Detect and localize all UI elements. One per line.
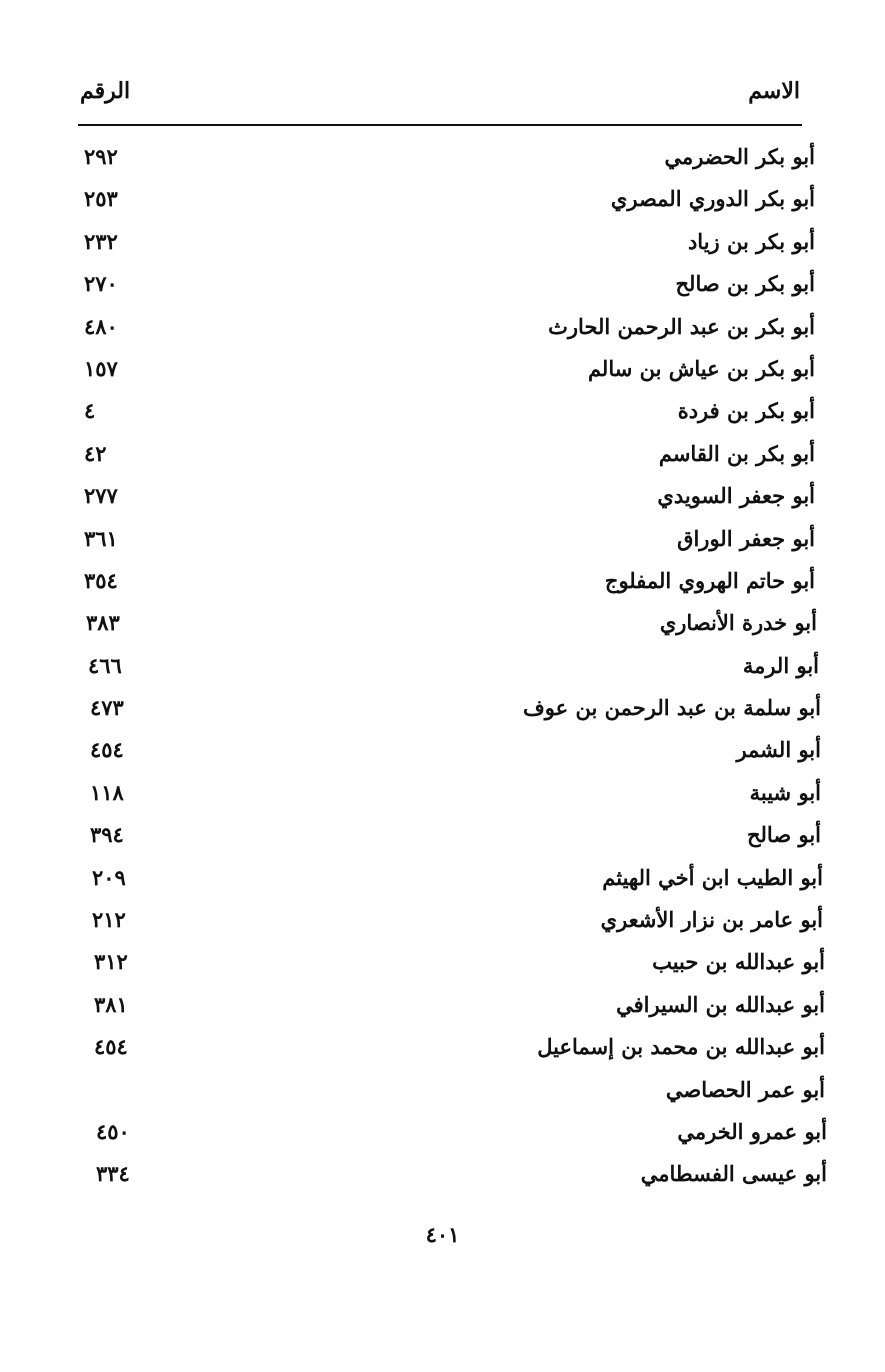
entry-number: ٢٥٣ bbox=[84, 186, 118, 212]
entry-name: أبو بكر بن عبد الرحمن الحارث bbox=[548, 313, 815, 339]
entry-name: أبو بكر بن فردة bbox=[677, 398, 815, 424]
index-list bbox=[80, 138, 827, 1198]
list-item bbox=[80, 774, 821, 816]
entry-name: أبو الرمة bbox=[742, 652, 819, 678]
list-item bbox=[80, 308, 815, 350]
entry-name: أبو بكر بن عياش بن سالم bbox=[587, 355, 815, 381]
list-item bbox=[80, 689, 821, 731]
name-column-header: الاسم bbox=[748, 78, 800, 104]
entry-number: ٤٧٣ bbox=[90, 695, 124, 721]
entry-name: أبو عامر بن نزار الأشعري bbox=[600, 907, 823, 933]
entry-number: ٢٠٩ bbox=[92, 864, 126, 890]
list-item bbox=[80, 943, 825, 985]
number-column-header: الرقم bbox=[80, 78, 131, 104]
page-number: ٤٠١ bbox=[425, 1222, 460, 1247]
list-item bbox=[80, 901, 823, 943]
entry-number: ٢٣٢ bbox=[84, 228, 118, 254]
entry-number: ١١٨ bbox=[90, 779, 124, 805]
entry-name: أبو عيسى الفسطامي bbox=[640, 1161, 827, 1187]
entry-number: ١٥٧ bbox=[84, 355, 118, 381]
entry-name: أبو بكر بن زياد bbox=[687, 228, 815, 254]
entry-name: أبو بكر الدوري المصري bbox=[610, 186, 815, 212]
list-item bbox=[80, 520, 815, 562]
list-item bbox=[80, 265, 815, 307]
list-item bbox=[80, 562, 815, 604]
list-item bbox=[80, 435, 815, 477]
entry-number: ٤ bbox=[84, 398, 96, 424]
entry-number: ٤٦٦ bbox=[88, 652, 122, 678]
list-item bbox=[80, 731, 821, 773]
entry-name: أبو سلمة بن عبد الرحمن بن عوف bbox=[523, 695, 821, 721]
entry-name: أبو بكر بن القاسم bbox=[658, 440, 815, 466]
list-item bbox=[80, 1028, 825, 1070]
entry-number: ٤٨٠ bbox=[84, 313, 118, 339]
entry-number: ٣٣٤ bbox=[96, 1161, 130, 1187]
list-item bbox=[80, 180, 815, 222]
entry-name: أبو عبدالله بن محمد بن إسماعيل bbox=[537, 1034, 825, 1060]
list-item bbox=[80, 1071, 825, 1113]
entry-number: ٤٥٤ bbox=[90, 737, 124, 763]
list-item bbox=[80, 647, 819, 689]
entry-number: ٣٥٤ bbox=[84, 567, 118, 593]
entry-name: أبو الطيب ابن أخي الهيثم bbox=[602, 864, 823, 890]
list-item bbox=[80, 986, 825, 1028]
list-item bbox=[80, 138, 815, 180]
entry-name: أبو حاتم الهروي المفلوج bbox=[604, 567, 815, 593]
entry-number: ٤٢ bbox=[84, 440, 107, 466]
entry-name: أبو جعفر السويدي bbox=[657, 483, 815, 509]
list-item bbox=[80, 350, 815, 392]
list-item bbox=[80, 816, 821, 858]
entry-number: ٤٥٠ bbox=[96, 1118, 130, 1144]
entry-name: أبو عمر الحصاصي bbox=[665, 1076, 825, 1102]
entry-name: أبو الشمر bbox=[736, 737, 821, 763]
entry-name: أبو بكر بن صالح bbox=[675, 271, 815, 297]
list-item bbox=[80, 1113, 827, 1155]
list-item bbox=[80, 392, 815, 434]
entry-name: أبو عبدالله بن السيرافي bbox=[616, 991, 825, 1017]
entry-name: أبو بكر الحضرمي bbox=[664, 144, 815, 169]
entry-name: أبو عمرو الخرمي bbox=[677, 1118, 827, 1144]
entry-number: ٣٦١ bbox=[84, 525, 118, 551]
list-item bbox=[80, 604, 815, 646]
table-header bbox=[80, 78, 800, 114]
list-item bbox=[80, 859, 823, 901]
header-divider bbox=[78, 124, 802, 126]
entry-name: أبو عبدالله بن حبيب bbox=[652, 949, 825, 975]
entry-number: ٣٩٤ bbox=[90, 822, 124, 848]
list-item bbox=[80, 477, 815, 519]
entry-number: ٣١٢ bbox=[94, 949, 128, 975]
entry-number: ٢٧٠ bbox=[84, 271, 118, 297]
entry-number: ٤٥٤ bbox=[94, 1034, 128, 1060]
entry-number: ٣٨٣ bbox=[86, 610, 120, 636]
entry-name: أبو خدرة الأنصاري bbox=[659, 610, 817, 636]
entry-name: أبو جعفر الوراق bbox=[677, 525, 815, 551]
entry-name: أبو شيبة bbox=[749, 779, 821, 805]
entry-name: أبو صالح bbox=[746, 822, 821, 848]
list-item bbox=[80, 1155, 827, 1197]
list-item bbox=[80, 223, 815, 265]
entry-number: ٢٩٢ bbox=[84, 144, 118, 169]
entry-number: ٢٧٧ bbox=[84, 483, 118, 509]
entry-number: ٣٨١ bbox=[94, 991, 128, 1017]
entry-number: ٢١٢ bbox=[92, 907, 126, 933]
